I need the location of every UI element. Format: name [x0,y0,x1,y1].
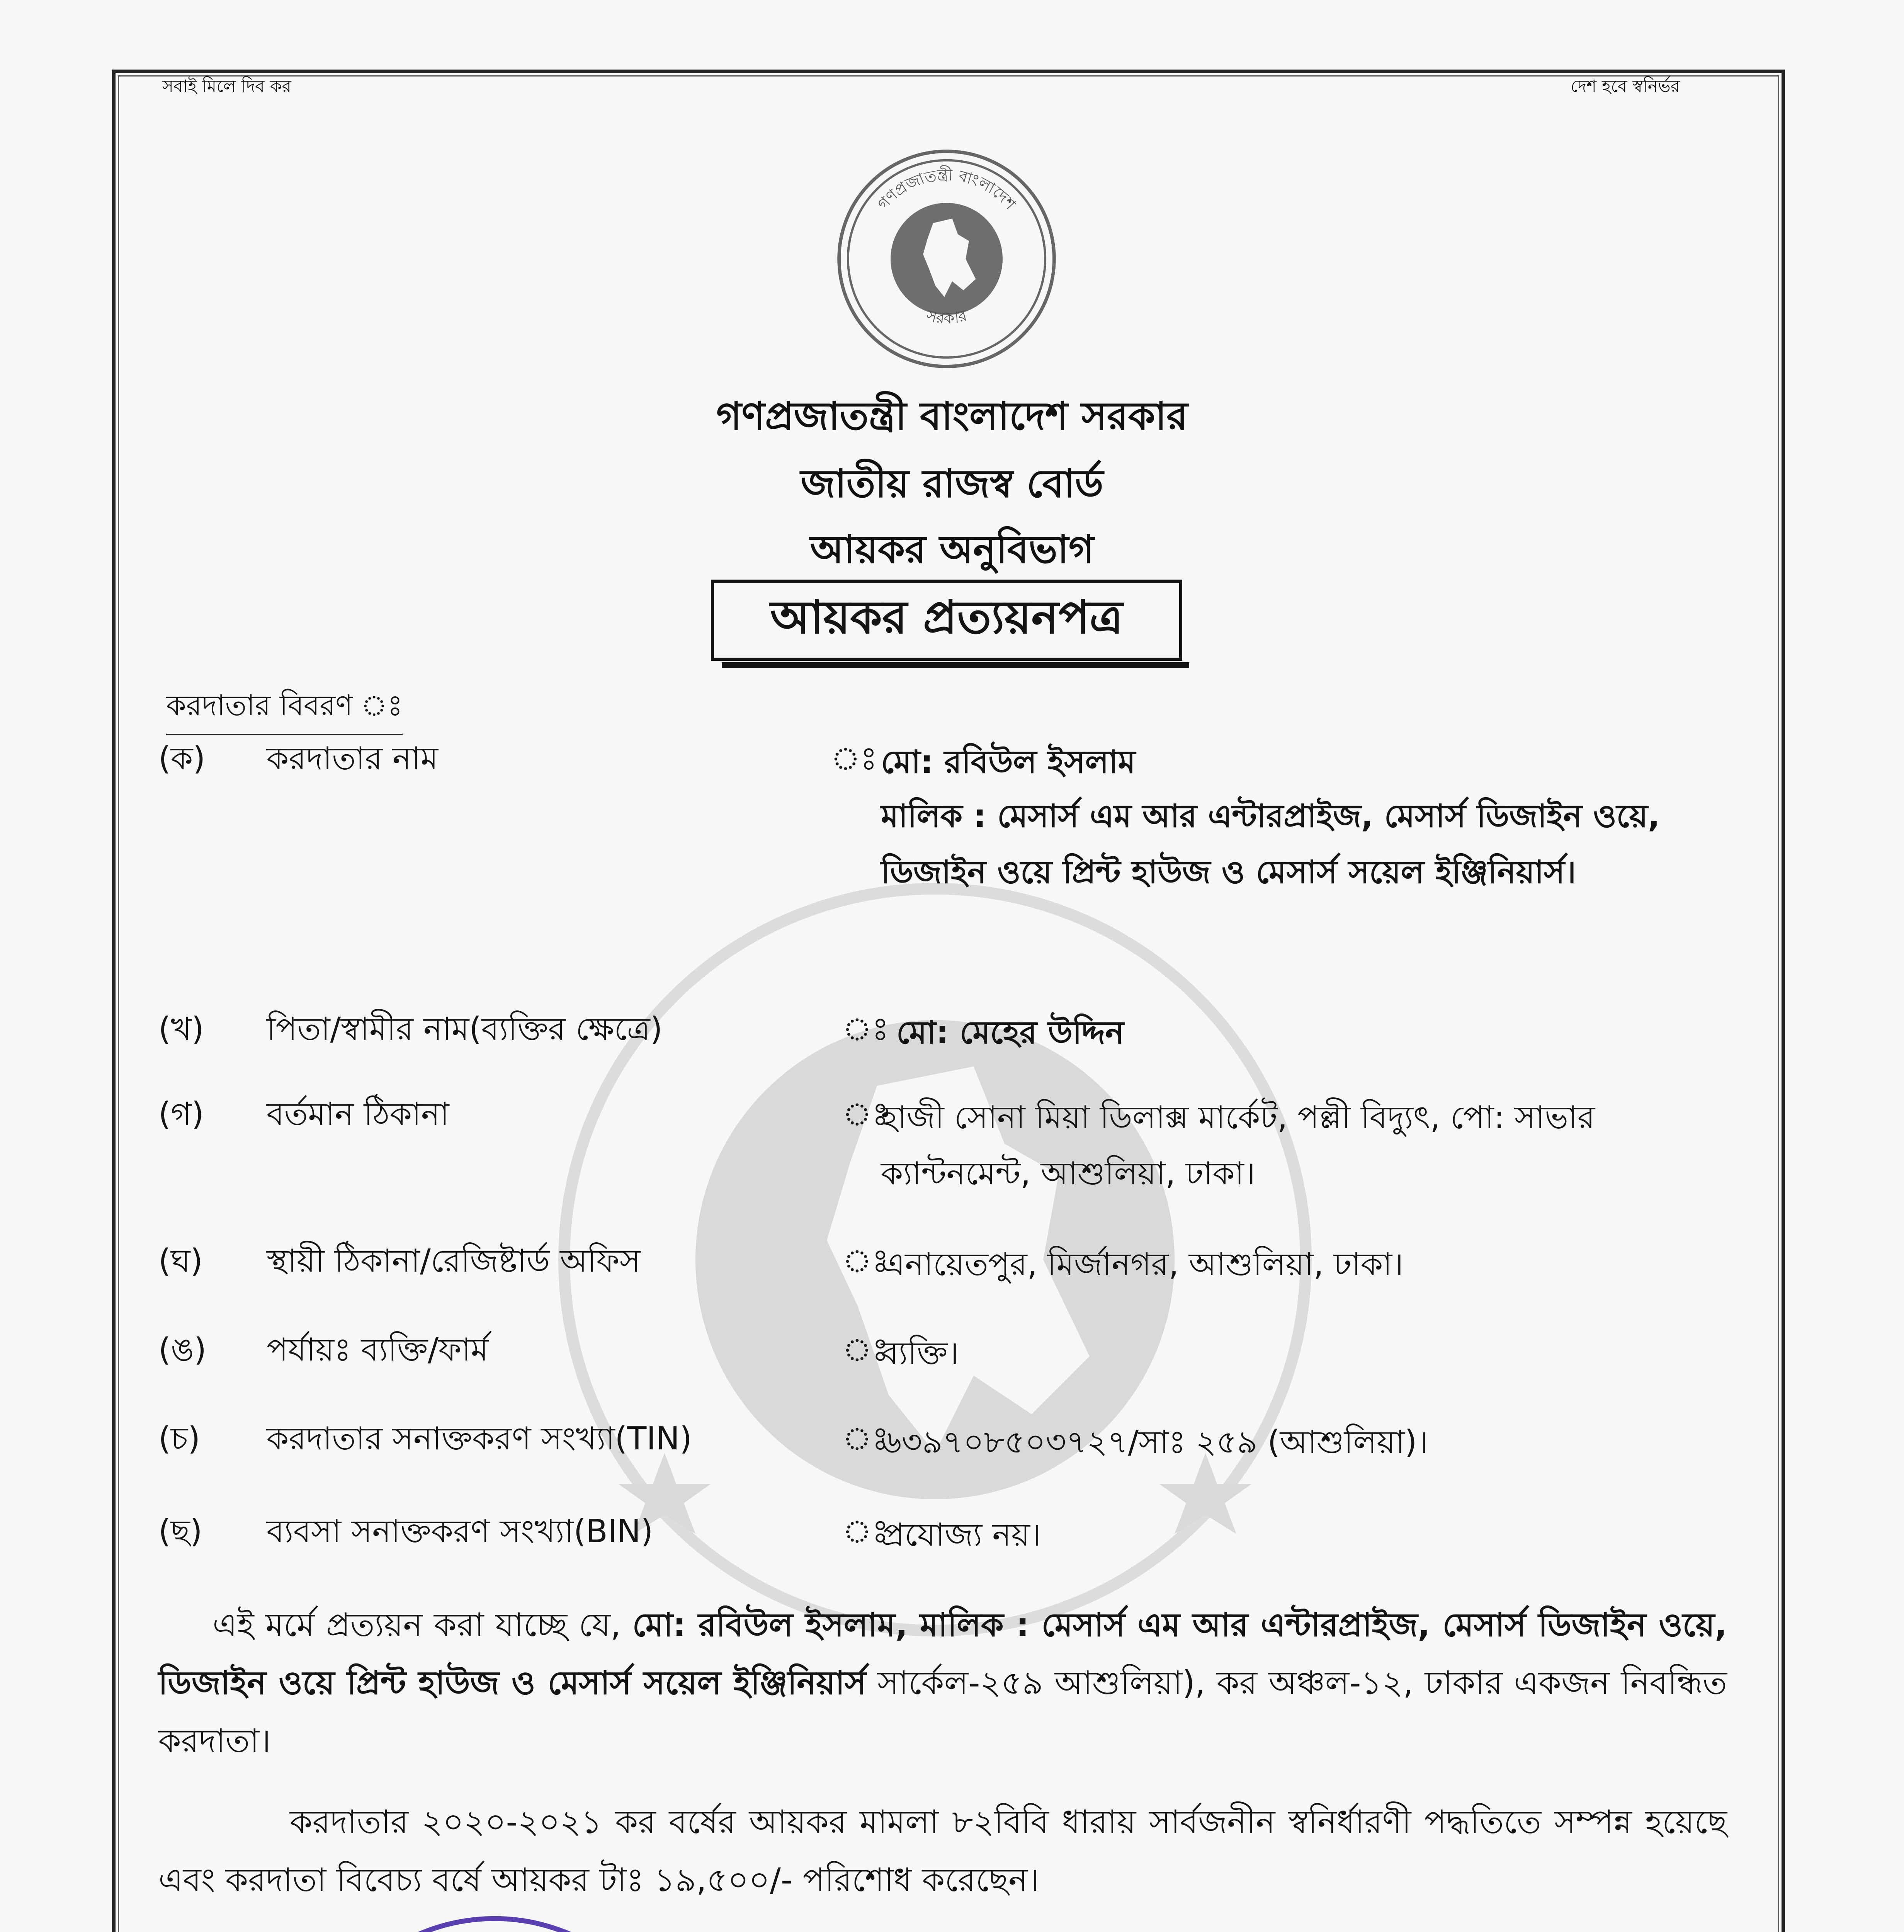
row-separator: ঃ [842,1011,889,1048]
paragraph-intro: এই মর্মে প্রত্যয়ন করা যাচ্ছে যে, [212,1606,621,1644]
row-label: করদাতার নাম [267,740,439,777]
paragraph-rest: সার্কেল-২৫৯ আশুলিয়া), কর অঞ্চল-১২, ঢাকার একজন নিবন্ধিত করদাতা। [158,1664,1727,1760]
svg-text:সরকার [924,306,970,328]
row-value: ব্যক্তি। [881,1335,959,1372]
row-value: মো: মেহের উদ্দিন [896,1014,1124,1051]
owner-value: মালিক : মেসার্স এম আর এন্টারপ্রাইজ, মেসার্স ডিজাইন ওয়ে, ডিজাইন ওয়ে প্রিন্ট হাউজ ও মেসার্স সয়েল ইঞ্জিনিয়ার্স। [881,798,1660,891]
row-separator: ঃ [842,1420,889,1457]
row-separator: ঃ [831,740,877,777]
payment-paragraph: করদাতার ২০২০-২০২১ কর বর্ষের আয়কর মামলা ৮২বিবি ধারায় সার্বজনীন স্বনির্ধারণী পদ্ধতিতে সম্পন্ন হয়েছে এবং করদাতা বিবেচ্য বর্ষে আয়কর টাঃ ১৯,৫০০/- পরিশোধ করেছেন। [158,1803,1727,1899]
header-board: জাতীয় রাজস্ব বোর্ড [801,461,1103,506]
motto-right: দেশ হবে স্বনির্ভর [1571,77,1680,96]
certification-paragraph [158,1596,1727,1770]
row-index: (ছ) [158,1513,202,1550]
header-division: আয়কর অনুবিভাগ [810,527,1094,572]
row-value: ৬৩৯৭০৮৫০৩৭২৭/সাঃ ২৫৯ (আশুলিয়া)। [881,1424,1428,1461]
seal-top-text: গণপ্রজাতন্ত্রী বাংলাদেশ [874,165,1020,213]
row-label: করদাতার সনাক্তকরণ সংখ্যা(TIN) [267,1420,692,1457]
motto-left: সবাই মিলে দিব কর [162,77,291,96]
row-label: স্থায়ী ঠিকানা/রেজিষ্টার্ড অফিস [267,1243,641,1279]
row-label: পর্যায়ঃ ব্যক্তি/ফার্ম [267,1332,489,1368]
section-label: করদাতার বিবরণ ঃ [166,684,403,735]
row-label: বর্তমান ঠিকানা [267,1096,449,1133]
row-value: হাজী সোনা মিয়া ডিলাক্স মার্কেট, পল্লী বিদ্যুৎ, পো: সাভার ক্যান্টনমেন্ট, আশুলিয়া, ঢাকা। [881,1099,1595,1192]
row-label: ব্যবসা সনাক্তকরণ সংখ্যা(BIN) [267,1513,653,1550]
row-separator: ঃ [842,1513,889,1550]
row-separator: ঃ [842,1332,889,1368]
row-index: (ঙ) [158,1332,207,1368]
row-separator: ঃ [842,1243,889,1279]
row-index: (ঘ) [158,1243,203,1279]
row-value: মো: রবিউল ইসলাম [881,744,1136,781]
row-index: (গ) [158,1096,204,1133]
row-value: প্রযোজ্য নয়। [881,1517,1041,1553]
row-value: এনায়েতপুর, মির্জানগর, আশুলিয়া, ঢাকা। [881,1246,1404,1283]
government-seal-icon [835,147,1059,371]
paragraph-taxpayer-name: মো: রবিউল ইসলাম, মালিক : মেসার্স এম আর এন্টারপ্রাইজ, মেসার্স ডিজাইন ওয়ে, ডিজাইন ওয়ে প্রিন্ট হাউজ ও মেসার্স সয়েল ইঞ্জিনিয়ার্স [158,1606,1727,1702]
seal-bottom-text: সরকার [924,306,969,328]
row-label: পিতা/স্বামীর নাম(ব্যক্তির ক্ষেত্রে) [267,1011,663,1048]
row-separator: ঃ [842,1096,889,1133]
official-stamp-icon [298,1913,692,1932]
certificate-title-text: আয়কর প্রত্যয়নপত্র [770,590,1123,644]
row-index: (খ) [158,1011,204,1048]
certificate-title [711,580,1182,661]
row-index: (চ) [158,1420,201,1457]
row-index: (ক) [158,740,206,777]
header-government: গণপ্রজাতন্ত্রী বাংলাদেশ সরকার [716,393,1188,439]
